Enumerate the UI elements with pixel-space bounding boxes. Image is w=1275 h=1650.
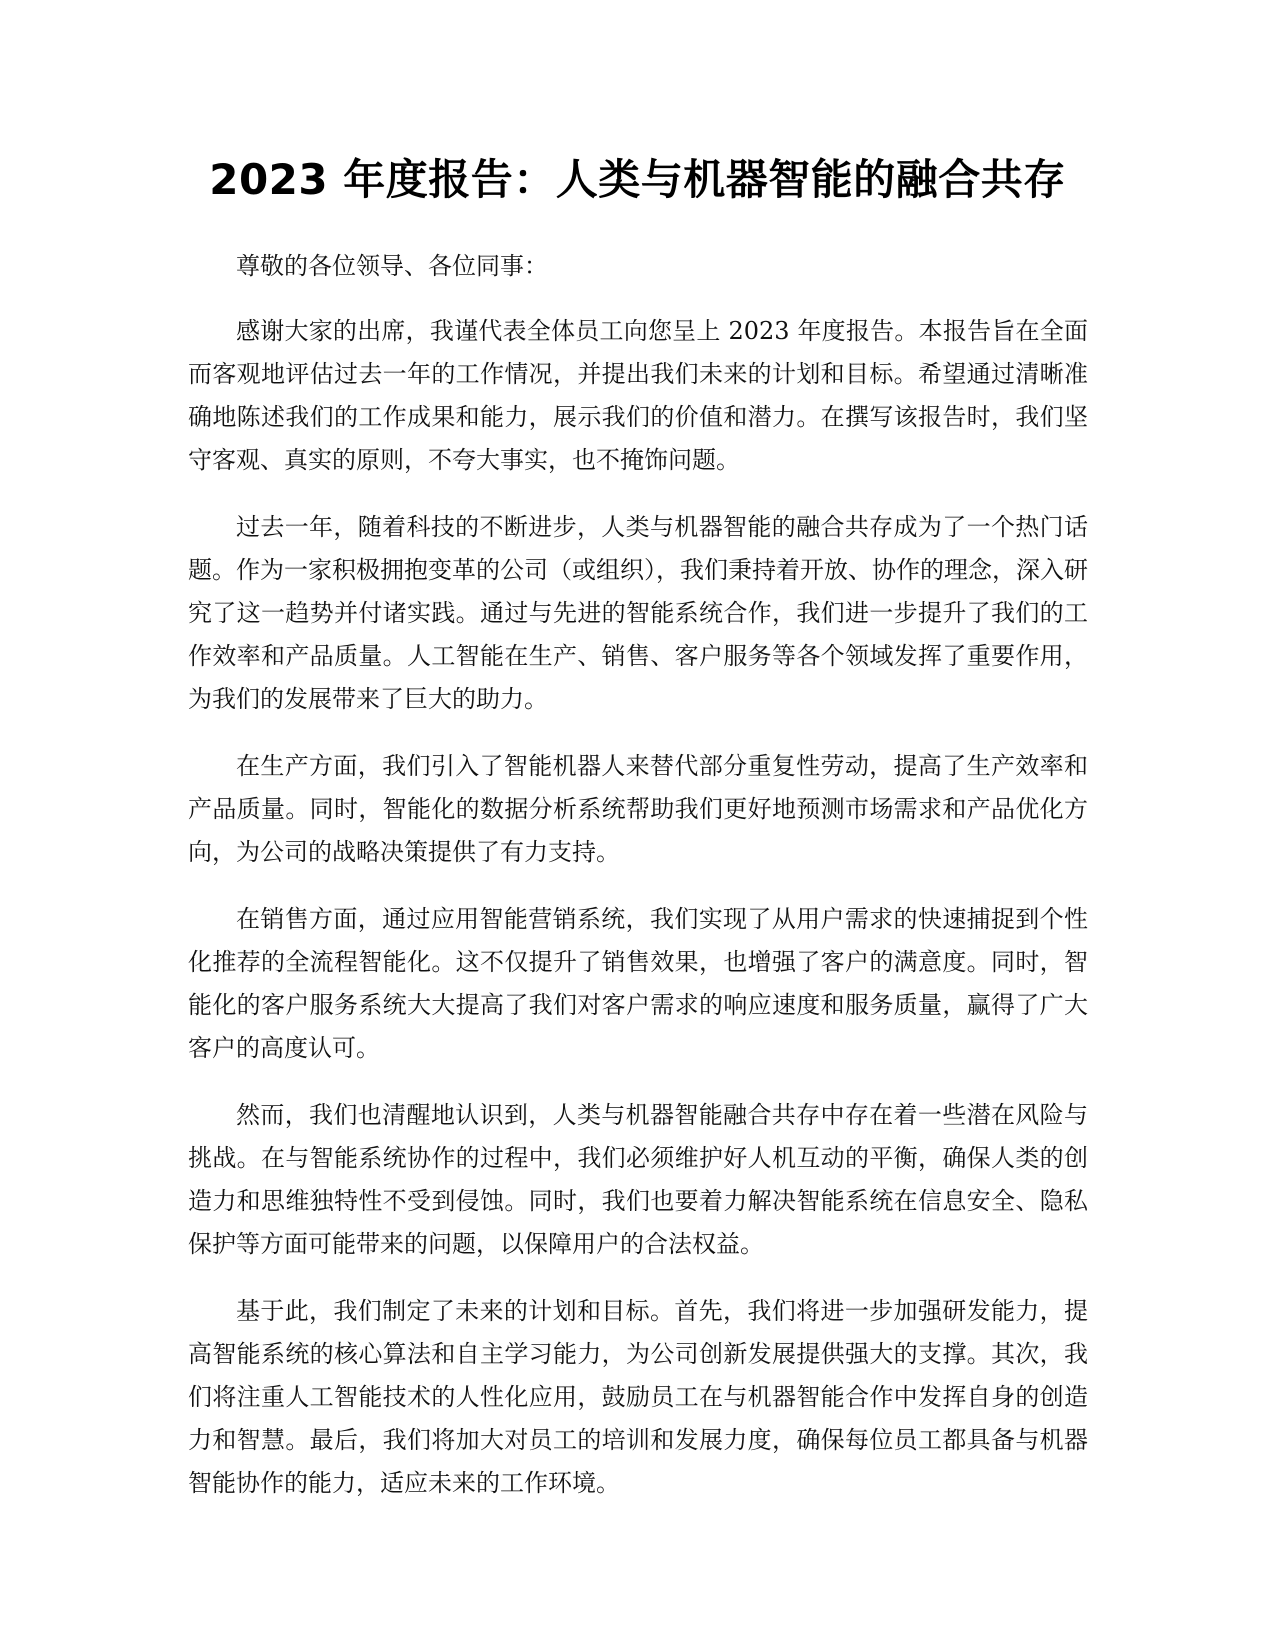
document-body <box>188 245 1088 1529</box>
paragraph-future-plans: 基于此，我们制定了未来的计划和目标。首先，我们将进一步加强研发能力，提高智能系统的核心算法和自主学习能力，为公司创新发展提供强大的支撑。其次，我们将注重人工智能技术的人性化应用，鼓励员工在与机器智能合作中发挥自身的创造力和智慧。最后，我们将加大对员工的培训和发展力度，确保每位员工都具备与机器智能协作的能力，适应未来的工作环境。 <box>188 1297 1088 1497</box>
paragraph-opening: 感谢大家的出席，我谨代表全体员工向您呈上 2023 年度报告。本报告旨在全面而客观地评估过去一年的工作情况，并提出我们未来的计划和目标。希望通过清晰准确地陈述我们的工作成果和能力，展示我们的价值和潜力。在撰写该报告时，我们坚守客观、真实的原则，不夸大事实，也不掩饰问题。 <box>188 317 1088 474</box>
paragraph-risks: 然而，我们也清醒地认识到，人类与机器智能融合共存中存在着一些潜在风险与挑战。在与智能系统协作的过程中，我们必须维护好人机互动的平衡，确保人类的创造力和思维独特性不受到侵蚀。同时，我们也要着力解决智能系统在信息安全、隐私保护等方面可能带来的问题，以保障用户的合法权益。 <box>188 1101 1088 1258</box>
page-title: 2023 年度报告：人类与机器智能的融合共存 <box>209 155 1066 204</box>
paragraph-past-year: 过去一年，随着科技的不断进步，人类与机器智能的融合共存成为了一个热门话题。作为一家积极拥抱变革的公司（或组织），我们秉持着开放、协作的理念，深入研究了这一趋势并付诸实践。通过与先进的智能系统合作，我们进一步提升了我们的工作效率和产品质量。人工智能在生产、销售、客户服务等各个领域发挥了重要作用，为我们的发展带来了巨大的助力。 <box>188 513 1088 713</box>
paragraph-production: 在生产方面，我们引入了智能机器人来替代部分重复性劳动，提高了生产效率和产品质量。同时，智能化的数据分析系统帮助我们更好地预测市场需求和产品优化方向，为公司的战略决策提供了有力支持。 <box>188 752 1088 866</box>
salutation: 尊敬的各位领导、各位同事： <box>236 252 548 280</box>
paragraph-sales: 在销售方面，通过应用智能营销系统，我们实现了从用户需求的快速捕捉到个性化推荐的全流程智能化。这不仅提升了销售效果，也增强了客户的满意度。同时，智能化的客户服务系统大大提高了我们对客户需求的响应速度和服务质量，赢得了广大客户的高度认可。 <box>188 905 1088 1062</box>
